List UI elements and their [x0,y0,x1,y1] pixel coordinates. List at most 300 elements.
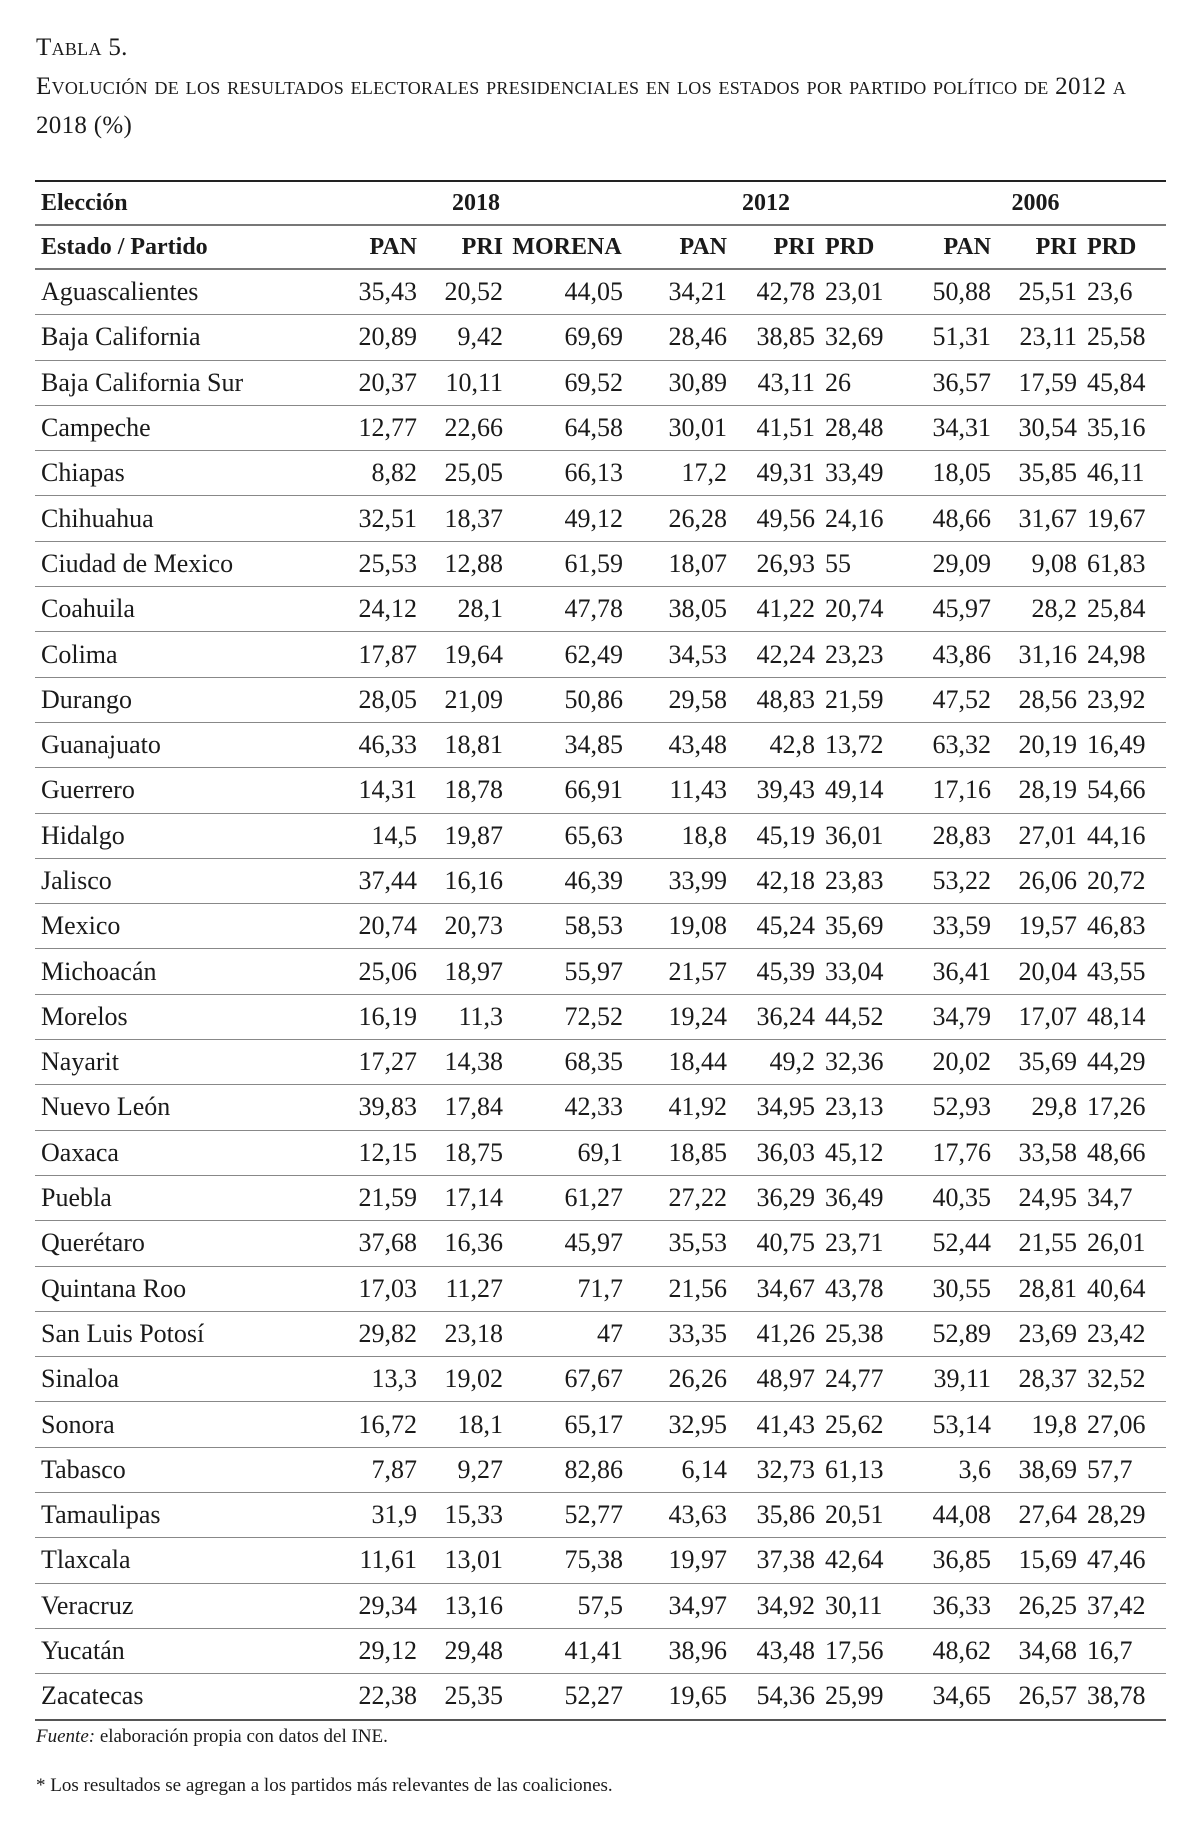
value-cell: 25,51 [995,269,1081,315]
value-cell: 25,38 [819,1311,905,1356]
value-cell: 33,58 [995,1130,1081,1175]
state-name: Hidalgo [35,813,325,858]
value-cell: 21,57 [627,949,731,994]
value-cell: 10,11 [421,360,507,405]
value-cell: 42,78 [731,269,819,315]
header-row-election [35,181,1166,225]
value-cell: 13,72 [819,722,905,767]
value-cell: 24,77 [819,1357,905,1402]
value-cell: 75,38 [507,1538,627,1583]
value-cell: 28,81 [995,1266,1081,1311]
source-text: elaboración propia con datos del INE. [95,1726,388,1747]
state-name: Michoacán [35,949,325,994]
value-cell: 24,98 [1081,632,1166,677]
value-cell: 38,78 [1081,1674,1166,1720]
header-year-2012: 2012 [627,181,905,225]
value-cell: 26,28 [627,496,731,541]
value-cell: 42,24 [731,632,819,677]
value-cell: 34,85 [507,722,627,767]
value-cell: 53,14 [905,1402,995,1447]
value-cell: 47,78 [507,587,627,632]
value-cell: 15,33 [421,1493,507,1538]
value-cell: 46,39 [507,858,627,903]
value-cell: 30,54 [995,405,1081,450]
value-cell: 18,81 [421,722,507,767]
value-cell: 17,59 [995,360,1081,405]
value-cell: 30,89 [627,360,731,405]
value-cell: 45,39 [731,949,819,994]
value-cell: 36,03 [731,1130,819,1175]
header-year-2006: 2006 [905,181,1166,225]
value-cell: 43,55 [1081,949,1166,994]
value-cell: 52,27 [507,1674,627,1720]
value-cell: 41,51 [731,405,819,450]
value-cell: 69,1 [507,1130,627,1175]
value-cell: 43,78 [819,1266,905,1311]
value-cell: 34,7 [1081,1175,1166,1220]
value-cell: 36,49 [819,1175,905,1220]
value-cell: 19,57 [995,904,1081,949]
state-name: Sinaloa [35,1357,325,1402]
value-cell: 22,38 [325,1674,421,1720]
value-cell: 24,95 [995,1175,1081,1220]
value-cell: 41,92 [627,1085,731,1130]
value-cell: 45,24 [731,904,819,949]
table-row [35,360,1166,405]
value-cell: 35,85 [995,451,1081,496]
value-cell: 21,59 [819,677,905,722]
table-row [35,768,1166,813]
value-cell: 23,23 [819,632,905,677]
value-cell: 37,44 [325,858,421,903]
value-cell: 9,27 [421,1447,507,1492]
value-cell: 47,52 [905,677,995,722]
value-cell: 13,01 [421,1538,507,1583]
value-cell: 64,58 [507,405,627,450]
value-cell: 61,59 [507,541,627,586]
value-cell: 29,58 [627,677,731,722]
value-cell: 18,05 [905,451,995,496]
table-row [35,541,1166,586]
value-cell: 32,52 [1081,1357,1166,1402]
value-cell: 40,75 [731,1221,819,1266]
state-name: Baja California [35,315,325,360]
header-party-pan: PAN [325,225,421,269]
table-row [35,451,1166,496]
header-party-pan: PAN [627,225,731,269]
value-cell: 25,58 [1081,315,1166,360]
value-cell: 6,14 [627,1447,731,1492]
table-row [35,858,1166,903]
value-cell: 13,3 [325,1357,421,1402]
value-cell: 48,83 [731,677,819,722]
table-row [35,994,1166,1039]
value-cell: 17,27 [325,1040,421,1085]
value-cell: 25,05 [421,451,507,496]
value-cell: 57,5 [507,1583,627,1628]
value-cell: 20,04 [995,949,1081,994]
value-cell: 54,66 [1081,768,1166,813]
value-cell: 12,77 [325,405,421,450]
value-cell: 21,59 [325,1175,421,1220]
value-cell: 26 [819,360,905,405]
value-cell: 61,27 [507,1175,627,1220]
value-cell: 38,05 [627,587,731,632]
value-cell: 45,84 [1081,360,1166,405]
value-cell: 50,88 [905,269,995,315]
value-cell: 52,93 [905,1085,995,1130]
value-cell: 34,97 [627,1583,731,1628]
value-cell: 40,64 [1081,1266,1166,1311]
value-cell: 17,16 [905,768,995,813]
header-election: Elección [35,181,325,225]
value-cell: 20,52 [421,269,507,315]
value-cell: 17,56 [819,1628,905,1673]
state-name: Puebla [35,1175,325,1220]
value-cell: 66,13 [507,451,627,496]
value-cell: 39,11 [905,1357,995,1402]
source-label: Fuente: [36,1726,96,1747]
value-cell: 27,01 [995,813,1081,858]
value-cell: 34,21 [627,269,731,315]
value-cell: 16,36 [421,1221,507,1266]
value-cell: 34,79 [905,994,995,1039]
value-cell: 30,11 [819,1583,905,1628]
value-cell: 20,02 [905,1040,995,1085]
value-cell: 43,63 [627,1493,731,1538]
value-cell: 34,95 [731,1085,819,1130]
value-cell: 42,18 [731,858,819,903]
value-cell: 29,09 [905,541,995,586]
value-cell: 32,95 [627,1402,731,1447]
value-cell: 9,42 [421,315,507,360]
state-name: Nuevo León [35,1085,325,1130]
state-name: Quintana Roo [35,1266,325,1311]
value-cell: 20,74 [325,904,421,949]
value-cell: 47,46 [1081,1538,1166,1583]
state-name: Ciudad de Mexico [35,541,325,586]
value-cell: 33,04 [819,949,905,994]
value-cell: 20,19 [995,722,1081,767]
value-cell: 27,06 [1081,1402,1166,1447]
value-cell: 42,8 [731,722,819,767]
value-cell: 17,07 [995,994,1081,1039]
state-name: Morelos [35,994,325,1039]
value-cell: 28,83 [905,813,995,858]
value-cell: 23,69 [995,1311,1081,1356]
value-cell: 52,77 [507,1493,627,1538]
table-row [35,1040,1166,1085]
value-cell: 19,67 [1081,496,1166,541]
table-row [35,269,1166,315]
value-cell: 23,11 [995,315,1081,360]
value-cell: 34,31 [905,405,995,450]
value-cell: 36,57 [905,360,995,405]
value-cell: 38,69 [995,1447,1081,1492]
value-cell: 62,49 [507,632,627,677]
state-name: Nayarit [35,1040,325,1085]
table-caption [36,28,1166,145]
value-cell: 28,19 [995,768,1081,813]
value-cell: 35,86 [731,1493,819,1538]
value-cell: 23,13 [819,1085,905,1130]
value-cell: 38,85 [731,315,819,360]
value-cell: 69,69 [507,315,627,360]
state-name: Querétaro [35,1221,325,1266]
value-cell: 21,55 [995,1221,1081,1266]
state-name: Durango [35,677,325,722]
value-cell: 55 [819,541,905,586]
value-cell: 45,12 [819,1130,905,1175]
value-cell: 25,35 [421,1674,507,1720]
value-cell: 30,01 [627,405,731,450]
value-cell: 35,69 [819,904,905,949]
table-row [35,677,1166,722]
value-cell: 58,53 [507,904,627,949]
value-cell: 28,2 [995,587,1081,632]
value-cell: 19,02 [421,1357,507,1402]
value-cell: 25,62 [819,1402,905,1447]
header-party-morena: MORENA [507,225,627,269]
header-party-prd: PRD [819,225,905,269]
value-cell: 44,52 [819,994,905,1039]
value-cell: 37,38 [731,1538,819,1583]
header-party-pri: PRI [421,225,507,269]
value-cell: 11,61 [325,1538,421,1583]
value-cell: 26,57 [995,1674,1081,1720]
value-cell: 35,53 [627,1221,731,1266]
value-cell: 20,74 [819,587,905,632]
value-cell: 44,16 [1081,813,1166,858]
header-party-pri: PRI [995,225,1081,269]
value-cell: 27,22 [627,1175,731,1220]
value-cell: 33,35 [627,1311,731,1356]
state-name: Tlaxcala [35,1538,325,1583]
value-cell: 11,43 [627,768,731,813]
value-cell: 23,18 [421,1311,507,1356]
value-cell: 25,53 [325,541,421,586]
table-row [35,405,1166,450]
value-cell: 48,14 [1081,994,1166,1039]
value-cell: 46,83 [1081,904,1166,949]
value-cell: 21,09 [421,677,507,722]
state-name: Aguascalientes [35,269,325,315]
table-row [35,496,1166,541]
header-year-2018: 2018 [325,181,627,225]
value-cell: 34,53 [627,632,731,677]
value-cell: 8,82 [325,451,421,496]
value-cell: 52,44 [905,1221,995,1266]
value-cell: 43,48 [627,722,731,767]
state-name: Oaxaca [35,1130,325,1175]
value-cell: 18,75 [421,1130,507,1175]
value-cell: 35,16 [1081,405,1166,450]
state-name: Veracruz [35,1583,325,1628]
value-cell: 12,88 [421,541,507,586]
value-cell: 28,1 [421,587,507,632]
value-cell: 48,97 [731,1357,819,1402]
value-cell: 26,06 [995,858,1081,903]
value-cell: 16,19 [325,994,421,1039]
value-cell: 19,64 [421,632,507,677]
value-cell: 23,6 [1081,269,1166,315]
value-cell: 46,33 [325,722,421,767]
value-cell: 23,83 [819,858,905,903]
value-cell: 26,25 [995,1583,1081,1628]
value-cell: 24,16 [819,496,905,541]
value-cell: 40,35 [905,1175,995,1220]
value-cell: 19,8 [995,1402,1081,1447]
value-cell: 46,11 [1081,451,1166,496]
value-cell: 57,7 [1081,1447,1166,1492]
value-cell: 44,08 [905,1493,995,1538]
value-cell: 28,37 [995,1357,1081,1402]
value-cell: 28,05 [325,677,421,722]
value-cell: 36,85 [905,1538,995,1583]
value-cell: 20,73 [421,904,507,949]
table-row [35,1583,1166,1628]
value-cell: 44,29 [1081,1040,1166,1085]
value-cell: 18,78 [421,768,507,813]
value-cell: 17,2 [627,451,731,496]
state-name: Campeche [35,405,325,450]
value-cell: 26,01 [1081,1221,1166,1266]
value-cell: 33,49 [819,451,905,496]
value-cell: 38,96 [627,1628,731,1673]
header-party-pan: PAN [905,225,995,269]
value-cell: 41,26 [731,1311,819,1356]
table-row [35,1311,1166,1356]
state-name: Jalisco [35,858,325,903]
value-cell: 31,67 [995,496,1081,541]
value-cell: 71,7 [507,1266,627,1311]
table-row [35,1402,1166,1447]
value-cell: 17,76 [905,1130,995,1175]
state-name: Coahuila [35,587,325,632]
value-cell: 61,83 [1081,541,1166,586]
value-cell: 32,51 [325,496,421,541]
header-state-party: Estado / Partido [35,225,325,269]
value-cell: 32,36 [819,1040,905,1085]
value-cell: 48,66 [905,496,995,541]
value-cell: 68,35 [507,1040,627,1085]
value-cell: 29,8 [995,1085,1081,1130]
value-cell: 14,38 [421,1040,507,1085]
value-cell: 34,68 [995,1628,1081,1673]
value-cell: 23,92 [1081,677,1166,722]
value-cell: 43,86 [905,632,995,677]
value-cell: 26,26 [627,1357,731,1402]
value-cell: 25,84 [1081,587,1166,632]
table-row [35,904,1166,949]
value-cell: 29,34 [325,1583,421,1628]
table-title: Evolución de los resultados electorales presidenciales en los estados por partido político de 2012 a 2018 (%) [36,73,1127,139]
value-cell: 15,69 [995,1538,1081,1583]
value-cell: 41,43 [731,1402,819,1447]
footnote: * Los resultados se agregan a los partidos más relevantes de las coaliciones. [36,1775,613,1796]
state-name: Chihuahua [35,496,325,541]
value-cell: 33,99 [627,858,731,903]
table-number: Tabla 5. [36,34,128,61]
value-cell: 48,62 [905,1628,995,1673]
value-cell: 7,87 [325,1447,421,1492]
value-cell: 27,64 [995,1493,1081,1538]
value-cell: 20,51 [819,1493,905,1538]
value-cell: 3,6 [905,1447,995,1492]
table-row [35,1447,1166,1492]
value-cell: 16,7 [1081,1628,1166,1673]
value-cell: 25,06 [325,949,421,994]
value-cell: 47 [507,1311,627,1356]
value-cell: 52,89 [905,1311,995,1356]
value-cell: 19,97 [627,1538,731,1583]
value-cell: 26,93 [731,541,819,586]
value-cell: 18,85 [627,1130,731,1175]
value-cell: 19,08 [627,904,731,949]
header-row-party [35,225,1166,269]
header-party-pri: PRI [731,225,819,269]
value-cell: 45,19 [731,813,819,858]
value-cell: 33,59 [905,904,995,949]
value-cell: 48,66 [1081,1130,1166,1175]
value-cell: 41,22 [731,587,819,632]
value-cell: 35,43 [325,269,421,315]
table-row [35,813,1166,858]
value-cell: 43,48 [731,1628,819,1673]
value-cell: 22,66 [421,405,507,450]
value-cell: 13,16 [421,1583,507,1628]
value-cell: 18,44 [627,1040,731,1085]
value-cell: 29,82 [325,1311,421,1356]
value-cell: 16,72 [325,1402,421,1447]
value-cell: 49,14 [819,768,905,813]
value-cell: 11,3 [421,994,507,1039]
value-cell: 43,11 [731,360,819,405]
value-cell: 51,31 [905,315,995,360]
table-row [35,949,1166,994]
value-cell: 35,69 [995,1040,1081,1085]
value-cell: 82,86 [507,1447,627,1492]
value-cell: 45,97 [905,587,995,632]
value-cell: 20,37 [325,360,421,405]
value-cell: 28,29 [1081,1493,1166,1538]
value-cell: 50,86 [507,677,627,722]
value-cell: 37,68 [325,1221,421,1266]
source-note [36,1726,388,1748]
value-cell: 23,01 [819,269,905,315]
value-cell: 44,05 [507,269,627,315]
value-cell: 69,52 [507,360,627,405]
value-cell: 61,13 [819,1447,905,1492]
state-name: Chiapas [35,451,325,496]
value-cell: 20,89 [325,315,421,360]
table-row [35,1221,1166,1266]
value-cell: 41,41 [507,1628,627,1673]
value-cell: 53,22 [905,858,995,903]
value-cell: 20,72 [1081,858,1166,903]
value-cell: 9,08 [995,541,1081,586]
value-cell: 63,32 [905,722,995,767]
value-cell: 18,97 [421,949,507,994]
value-cell: 72,52 [507,994,627,1039]
value-cell: 32,73 [731,1447,819,1492]
state-name: Yucatán [35,1628,325,1673]
table-row [35,1493,1166,1538]
state-name: Guerrero [35,768,325,813]
state-name: Tamaulipas [35,1493,325,1538]
value-cell: 18,37 [421,496,507,541]
table-body [35,269,1166,1720]
